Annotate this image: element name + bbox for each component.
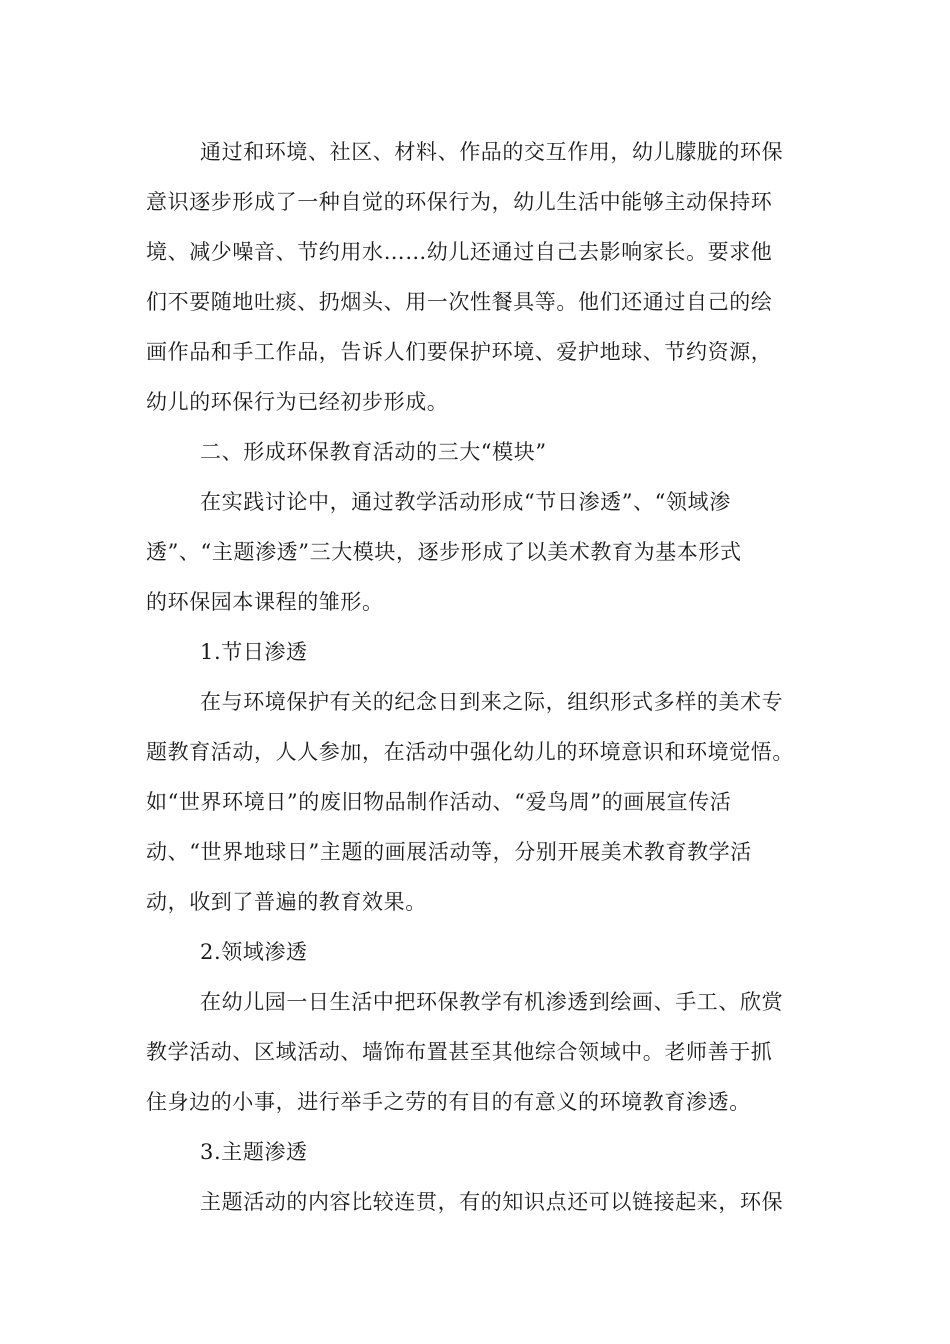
paragraph-line: 动、“世界地球日”主题的画展活动等，分别开展美术教育教学活 (146, 840, 752, 864)
paragraph-line: 通过和环境、社区、材料、作品的交互作用，幼儿朦胧的环保 (200, 140, 784, 164)
paragraph-line: 意识逐步形成了一种自觉的环保行为，幼儿生活中能够主动保持环 (146, 190, 773, 214)
paragraph-line: 在与环境保护有关的纪念日到来之际，组织形式多样的美术专 (200, 690, 784, 714)
paragraph-line: 透”、“主题渗透”三大模块，逐步形成了以美术教育为基本形式 (146, 540, 742, 564)
paragraph-line: 教学活动、区域活动、墙饰布置甚至其他综合领域中。老师善于抓 (146, 1040, 773, 1064)
paragraph-line: 们不要随地吐痰、扔烟头、用一次性餐具等。他们还通过自己的绘 (146, 290, 773, 314)
paragraph-line: 画作品和手工作品，告诉人们要保护环境、爱护地球、节约资源， (146, 340, 773, 364)
subsection-heading: 3.主题渗透 (200, 1140, 308, 1164)
paragraph-line: 境、减少噪音、节约用水……幼儿还通过自己去影响家长。要求他 (146, 240, 773, 264)
section-heading: 二、形成环保教育活动的三大“模块” (200, 440, 547, 464)
paragraph-line: 如“世界环境日”的废旧物品制作活动、“爱鸟周”的画展宣传活 (146, 790, 732, 814)
paragraph-line: 主题活动的内容比较连贯，有的知识点还可以链接起来，环保 (200, 1190, 784, 1214)
paragraph-line: 的环保园本课程的雏形。 (146, 590, 384, 614)
paragraph-line: 在幼儿园一日生活中把环保教学有机渗透到绘画、手工、欣赏 (200, 990, 784, 1014)
subsection-heading: 1.节日渗透 (200, 640, 308, 664)
paragraph-line: 题教育活动，人人参加，在活动中强化幼儿的环境意识和环境觉悟。 (146, 740, 794, 764)
paragraph-line: 在实践讨论中，通过教学活动形成“节日渗透”、“领域渗 (200, 490, 731, 514)
subsection-heading: 2.领域渗透 (200, 940, 308, 964)
paragraph-line: 幼儿的环保行为已经初步形成。 (146, 390, 449, 414)
paragraph-line: 动，收到了普遍的教育效果。 (146, 890, 427, 914)
paragraph-line: 住身边的小事，进行举手之劳的有目的有意义的环境教育渗透。 (146, 1090, 751, 1114)
